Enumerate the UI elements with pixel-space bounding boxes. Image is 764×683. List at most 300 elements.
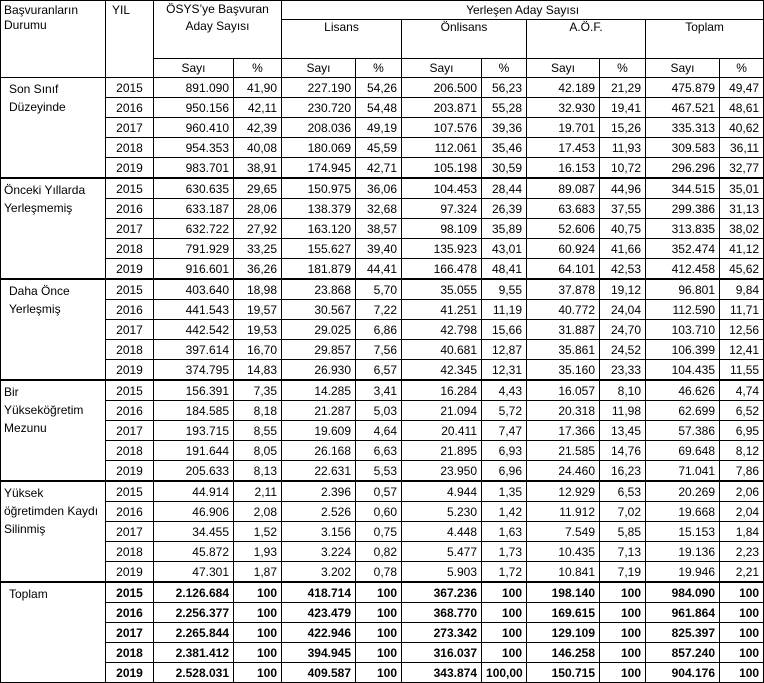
count-cell: 46.626 <box>646 380 720 401</box>
pct-cell: 1,63 <box>482 522 527 542</box>
count-cell: 44.914 <box>154 481 234 502</box>
pct-cell: 1,52 <box>234 522 282 542</box>
pct-cell: 10,72 <box>600 158 646 179</box>
pct-cell: 42,71 <box>356 158 402 179</box>
pct-cell: 14,83 <box>234 360 282 381</box>
count-cell: 21.287 <box>282 401 356 421</box>
count-cell: 309.583 <box>646 138 720 158</box>
count-cell: 26.168 <box>282 441 356 461</box>
table-row <box>1 178 764 199</box>
pct-cell: 21,29 <box>600 78 646 98</box>
pct-cell: 40,75 <box>600 219 646 239</box>
count-cell: 156.391 <box>154 380 234 401</box>
pct-cell: 45,62 <box>720 259 764 280</box>
pct-cell: 100,00 <box>482 663 527 683</box>
pct-cell: 2,23 <box>720 542 764 562</box>
count-cell: 24.460 <box>527 461 600 482</box>
count-cell: 20.318 <box>527 401 600 421</box>
count-cell: 29.025 <box>282 320 356 340</box>
pct-cell: 3,41 <box>356 380 402 401</box>
year-cell: 2018 <box>106 441 154 461</box>
pct-cell: 24,52 <box>600 340 646 360</box>
count-cell: 40.772 <box>527 300 600 320</box>
count-cell: 21.094 <box>402 401 482 421</box>
pct-cell: 1,35 <box>482 481 527 502</box>
count-cell: 180.069 <box>282 138 356 158</box>
header-aof-label: A.Ö.F. <box>569 20 603 34</box>
count-cell: 983.701 <box>154 158 234 179</box>
pct-cell: 5,72 <box>482 401 527 421</box>
pct-cell: 49,47 <box>720 78 764 98</box>
status-cell <box>1 178 106 279</box>
count-cell: 89.087 <box>527 178 600 199</box>
count-cell: 230.720 <box>282 98 356 118</box>
count-cell: 409.587 <box>282 663 356 683</box>
status-label: Toplam <box>9 587 48 601</box>
count-cell: 11.912 <box>527 502 600 522</box>
pct-cell: 5,03 <box>356 401 402 421</box>
pct-cell: 38,57 <box>356 219 402 239</box>
pct-cell: 8,12 <box>720 441 764 461</box>
pct-cell: 41,12 <box>720 239 764 259</box>
count-cell: 397.614 <box>154 340 234 360</box>
count-cell: 104.435 <box>646 360 720 381</box>
pct-cell: 43,01 <box>482 239 527 259</box>
count-cell: 412.458 <box>646 259 720 280</box>
year-cell: 2019 <box>106 360 154 381</box>
pct-cell: 100 <box>234 623 282 643</box>
pct-cell: 4,43 <box>482 380 527 401</box>
table-row <box>1 158 764 179</box>
pct-cell: 7,19 <box>600 562 646 583</box>
pct-cell: 6,57 <box>356 360 402 381</box>
count-cell: 60.924 <box>527 239 600 259</box>
pct-cell: 100 <box>600 603 646 623</box>
count-cell: 4.944 <box>402 481 482 502</box>
count-cell: 208.036 <box>282 118 356 138</box>
pct-cell: 42,39 <box>234 118 282 138</box>
pct-cell: 1,73 <box>482 542 527 562</box>
pct-cell: 37,55 <box>600 199 646 219</box>
count-cell: 904.176 <box>646 663 720 683</box>
count-cell: 169.615 <box>527 603 600 623</box>
pct-cell: 16,70 <box>234 340 282 360</box>
header-pct: % <box>356 59 402 78</box>
header-year <box>106 1 154 78</box>
year-cell: 2015 <box>106 78 154 98</box>
year-cell: 2016 <box>106 603 154 623</box>
count-cell: 155.627 <box>282 239 356 259</box>
pct-cell: 5,85 <box>600 522 646 542</box>
count-cell: 2.396 <box>282 481 356 502</box>
pct-cell: 19,53 <box>234 320 282 340</box>
pct-cell: 100 <box>482 643 527 663</box>
pct-cell: 6,96 <box>482 461 527 482</box>
pct-cell: 5,53 <box>356 461 402 482</box>
pct-cell: 26,39 <box>482 199 527 219</box>
count-cell: 633.187 <box>154 199 234 219</box>
pct-cell: 8,13 <box>234 461 282 482</box>
count-cell: 12.929 <box>527 481 600 502</box>
year-cell: 2017 <box>106 522 154 542</box>
year-cell: 2017 <box>106 421 154 441</box>
count-cell: 198.140 <box>527 582 600 603</box>
count-cell: 184.585 <box>154 401 234 421</box>
header-status-label: Başvuranların Durumu <box>4 3 79 32</box>
pct-cell: 32,77 <box>720 158 764 179</box>
pct-cell: 7,47 <box>482 421 527 441</box>
count-cell: 961.864 <box>646 603 720 623</box>
pct-cell: 19,57 <box>234 300 282 320</box>
count-cell: 41.251 <box>402 300 482 320</box>
count-cell: 313.835 <box>646 219 720 239</box>
year-cell: 2019 <box>106 259 154 280</box>
pct-cell: 2,04 <box>720 502 764 522</box>
count-cell: 106.399 <box>646 340 720 360</box>
count-cell: 205.633 <box>154 461 234 482</box>
count-cell: 97.324 <box>402 199 482 219</box>
pct-cell: 100 <box>482 623 527 643</box>
table-row <box>1 401 764 421</box>
year-cell: 2019 <box>106 158 154 179</box>
count-cell: 34.455 <box>154 522 234 542</box>
pct-cell: 48,41 <box>482 259 527 280</box>
count-cell: 23.868 <box>282 279 356 300</box>
count-cell: 107.576 <box>402 118 482 138</box>
header-status <box>1 1 106 78</box>
count-cell: 2.528.031 <box>154 663 234 683</box>
count-cell: 26.930 <box>282 360 356 381</box>
table-row <box>1 421 764 441</box>
pct-cell: 11,55 <box>720 360 764 381</box>
count-cell: 4.448 <box>402 522 482 542</box>
pct-cell: 100 <box>600 663 646 683</box>
pct-cell: 28,44 <box>482 178 527 199</box>
count-cell: 2.256.377 <box>154 603 234 623</box>
count-cell: 17.453 <box>527 138 600 158</box>
header-count: Sayı <box>154 59 234 78</box>
header-lisans-label: Lisans <box>324 20 359 34</box>
count-cell: 3.156 <box>282 522 356 542</box>
count-cell: 423.479 <box>282 603 356 623</box>
count-cell: 3.202 <box>282 562 356 583</box>
count-cell: 5.477 <box>402 542 482 562</box>
pct-cell: 7,56 <box>356 340 402 360</box>
count-cell: 112.590 <box>646 300 720 320</box>
count-cell: 19.946 <box>646 562 720 583</box>
table-row <box>1 279 764 300</box>
table-row <box>1 663 764 683</box>
count-cell: 16.153 <box>527 158 600 179</box>
pct-cell: 28,06 <box>234 199 282 219</box>
table-row <box>1 461 764 482</box>
pct-cell: 8,55 <box>234 421 282 441</box>
year-cell: 2019 <box>106 461 154 482</box>
pct-cell: 23,33 <box>600 360 646 381</box>
count-cell: 984.090 <box>646 582 720 603</box>
count-cell: 42.189 <box>527 78 600 98</box>
pct-cell: 100 <box>356 663 402 683</box>
status-label: Son Sınıf Düzeyinde <box>9 82 66 114</box>
count-cell: 150.715 <box>527 663 600 683</box>
pct-cell: 6,53 <box>600 481 646 502</box>
count-cell: 150.975 <box>282 178 356 199</box>
pct-cell: 100 <box>234 603 282 623</box>
table-row <box>1 98 764 118</box>
year-cell: 2016 <box>106 300 154 320</box>
pct-cell: 39,40 <box>356 239 402 259</box>
header-count: Sayı <box>646 59 720 78</box>
pct-cell: 16,23 <box>600 461 646 482</box>
count-cell: 857.240 <box>646 643 720 663</box>
pct-cell: 40,08 <box>234 138 282 158</box>
count-cell: 227.190 <box>282 78 356 98</box>
header-count: Sayı <box>282 59 356 78</box>
pct-cell: 41,90 <box>234 78 282 98</box>
pct-cell: 100 <box>600 643 646 663</box>
count-cell: 791.929 <box>154 239 234 259</box>
count-cell: 467.521 <box>646 98 720 118</box>
pct-cell: 1,84 <box>720 522 764 542</box>
count-cell: 181.879 <box>282 259 356 280</box>
count-cell: 129.109 <box>527 623 600 643</box>
pct-cell: 32,68 <box>356 199 402 219</box>
table-row <box>1 199 764 219</box>
count-cell: 335.313 <box>646 118 720 138</box>
pct-cell: 100 <box>356 643 402 663</box>
pct-cell: 100 <box>720 643 764 663</box>
count-cell: 296.296 <box>646 158 720 179</box>
table-row <box>1 259 764 280</box>
year-cell: 2017 <box>106 118 154 138</box>
pct-cell: 54,26 <box>356 78 402 98</box>
count-cell: 960.410 <box>154 118 234 138</box>
count-cell: 35.861 <box>527 340 600 360</box>
pct-cell: 12,56 <box>720 320 764 340</box>
table-row <box>1 320 764 340</box>
pct-cell: 9,55 <box>482 279 527 300</box>
table-row <box>1 380 764 401</box>
count-cell: 16.284 <box>402 380 482 401</box>
count-cell: 418.714 <box>282 582 356 603</box>
status-cell <box>1 279 106 380</box>
year-cell: 2018 <box>106 542 154 562</box>
count-cell: 15.153 <box>646 522 720 542</box>
count-cell: 69.648 <box>646 441 720 461</box>
count-cell: 10.435 <box>527 542 600 562</box>
pct-cell: 100 <box>356 623 402 643</box>
pct-cell: 6,52 <box>720 401 764 421</box>
count-cell: 166.478 <box>402 259 482 280</box>
header-pct: % <box>482 59 527 78</box>
count-cell: 21.585 <box>527 441 600 461</box>
pct-cell: 42,53 <box>600 259 646 280</box>
pct-cell: 7,86 <box>720 461 764 482</box>
pct-cell: 14,76 <box>600 441 646 461</box>
pct-cell: 0,60 <box>356 502 402 522</box>
pct-cell: 49,19 <box>356 118 402 138</box>
pct-cell: 45,59 <box>356 138 402 158</box>
status-label: Önceki Yıllarda Yerleşmemiş <box>4 183 86 215</box>
status-cell <box>1 582 106 683</box>
header-count: Sayı <box>402 59 482 78</box>
count-cell: 7.549 <box>527 522 600 542</box>
count-cell: 105.198 <box>402 158 482 179</box>
pct-cell: 6,63 <box>356 441 402 461</box>
pct-cell: 7,02 <box>600 502 646 522</box>
pct-cell: 100 <box>600 582 646 603</box>
year-cell: 2015 <box>106 380 154 401</box>
pct-cell: 100 <box>482 603 527 623</box>
count-cell: 96.801 <box>646 279 720 300</box>
count-cell: 422.946 <box>282 623 356 643</box>
table-row <box>1 481 764 502</box>
count-cell: 35.160 <box>527 360 600 381</box>
header-toplam <box>646 20 764 59</box>
pct-cell: 33,25 <box>234 239 282 259</box>
count-cell: 442.542 <box>154 320 234 340</box>
pct-cell: 100 <box>720 623 764 643</box>
count-cell: 21.895 <box>402 441 482 461</box>
pct-cell: 7,35 <box>234 380 282 401</box>
pct-cell: 27,92 <box>234 219 282 239</box>
count-cell: 31.887 <box>527 320 600 340</box>
header-osys <box>154 1 282 59</box>
year-cell: 2016 <box>106 401 154 421</box>
count-cell: 2.126.684 <box>154 582 234 603</box>
pct-cell: 5,70 <box>356 279 402 300</box>
pct-cell: 12,41 <box>720 340 764 360</box>
count-cell: 22.631 <box>282 461 356 482</box>
year-cell: 2017 <box>106 623 154 643</box>
pct-cell: 11,93 <box>600 138 646 158</box>
year-cell: 2019 <box>106 562 154 583</box>
pct-cell: 4,74 <box>720 380 764 401</box>
pct-cell: 1,72 <box>482 562 527 583</box>
pct-cell: 1,42 <box>482 502 527 522</box>
table-row <box>1 340 764 360</box>
year-cell: 2018 <box>106 138 154 158</box>
table-row <box>1 623 764 643</box>
pct-cell: 38,02 <box>720 219 764 239</box>
header-lisans <box>282 20 402 59</box>
pct-cell: 30,59 <box>482 158 527 179</box>
pct-cell: 12,31 <box>482 360 527 381</box>
pct-cell: 100 <box>482 582 527 603</box>
pct-cell: 6,95 <box>720 421 764 441</box>
header-placed-label: Yerleşen Aday Sayısı <box>466 3 580 17</box>
count-cell: 916.601 <box>154 259 234 280</box>
year-cell: 2015 <box>106 178 154 199</box>
year-cell: 2018 <box>106 239 154 259</box>
pct-cell: 35,01 <box>720 178 764 199</box>
pct-cell: 11,98 <box>600 401 646 421</box>
pct-cell: 41,66 <box>600 239 646 259</box>
count-cell: 103.710 <box>646 320 720 340</box>
pct-cell: 100 <box>234 582 282 603</box>
pct-cell: 0,82 <box>356 542 402 562</box>
count-cell: 20.411 <box>402 421 482 441</box>
count-cell: 64.101 <box>527 259 600 280</box>
table-row <box>1 441 764 461</box>
count-cell: 352.474 <box>646 239 720 259</box>
count-cell: 203.871 <box>402 98 482 118</box>
year-cell: 2017 <box>106 320 154 340</box>
pct-cell: 15,66 <box>482 320 527 340</box>
pct-cell: 13,45 <box>600 421 646 441</box>
pct-cell: 2,06 <box>720 481 764 502</box>
count-cell: 23.950 <box>402 461 482 482</box>
pct-cell: 39,36 <box>482 118 527 138</box>
pct-cell: 55,28 <box>482 98 527 118</box>
pct-cell: 9,84 <box>720 279 764 300</box>
pct-cell: 2,11 <box>234 481 282 502</box>
pct-cell: 1,93 <box>234 542 282 562</box>
pct-cell: 100 <box>720 663 764 683</box>
count-cell: 57.386 <box>646 421 720 441</box>
pct-cell: 24,70 <box>600 320 646 340</box>
count-cell: 191.644 <box>154 441 234 461</box>
pct-cell: 100 <box>720 603 764 623</box>
count-cell: 20.269 <box>646 481 720 502</box>
pct-cell: 11,19 <box>482 300 527 320</box>
count-cell: 632.722 <box>154 219 234 239</box>
year-cell: 2018 <box>106 340 154 360</box>
pct-cell: 15,26 <box>600 118 646 138</box>
pct-cell: 8,05 <box>234 441 282 461</box>
count-cell: 954.353 <box>154 138 234 158</box>
count-cell: 37.878 <box>527 279 600 300</box>
count-cell: 17.366 <box>527 421 600 441</box>
table-header <box>1 1 764 78</box>
header-count: Sayı <box>527 59 600 78</box>
pct-cell: 0,75 <box>356 522 402 542</box>
count-cell: 63.683 <box>527 199 600 219</box>
count-cell: 2.381.412 <box>154 643 234 663</box>
pct-cell: 24,04 <box>600 300 646 320</box>
pct-cell: 19,12 <box>600 279 646 300</box>
count-cell: 316.037 <box>402 643 482 663</box>
count-cell: 273.342 <box>402 623 482 643</box>
status-label: Daha Önce Yerleşmiş <box>9 284 70 316</box>
count-cell: 299.386 <box>646 199 720 219</box>
pct-cell: 100 <box>234 663 282 683</box>
count-cell: 2.265.844 <box>154 623 234 643</box>
header-placed <box>282 1 764 20</box>
count-cell: 394.945 <box>282 643 356 663</box>
year-cell: 2015 <box>106 279 154 300</box>
pct-cell: 35,46 <box>482 138 527 158</box>
count-cell: 30.567 <box>282 300 356 320</box>
count-cell: 19.609 <box>282 421 356 441</box>
count-cell: 344.515 <box>646 178 720 199</box>
table-row <box>1 522 764 542</box>
pct-cell: 2,21 <box>720 562 764 583</box>
pct-cell: 40,62 <box>720 118 764 138</box>
count-cell: 825.397 <box>646 623 720 643</box>
pct-cell: 100 <box>600 623 646 643</box>
year-cell: 2015 <box>106 481 154 502</box>
pct-cell: 31,13 <box>720 199 764 219</box>
table-row <box>1 138 764 158</box>
pct-cell: 35,89 <box>482 219 527 239</box>
count-cell: 42.345 <box>402 360 482 381</box>
status-cell <box>1 78 106 179</box>
pct-cell: 7,22 <box>356 300 402 320</box>
count-cell: 174.945 <box>282 158 356 179</box>
pct-cell: 2,08 <box>234 502 282 522</box>
pct-cell: 56,23 <box>482 78 527 98</box>
